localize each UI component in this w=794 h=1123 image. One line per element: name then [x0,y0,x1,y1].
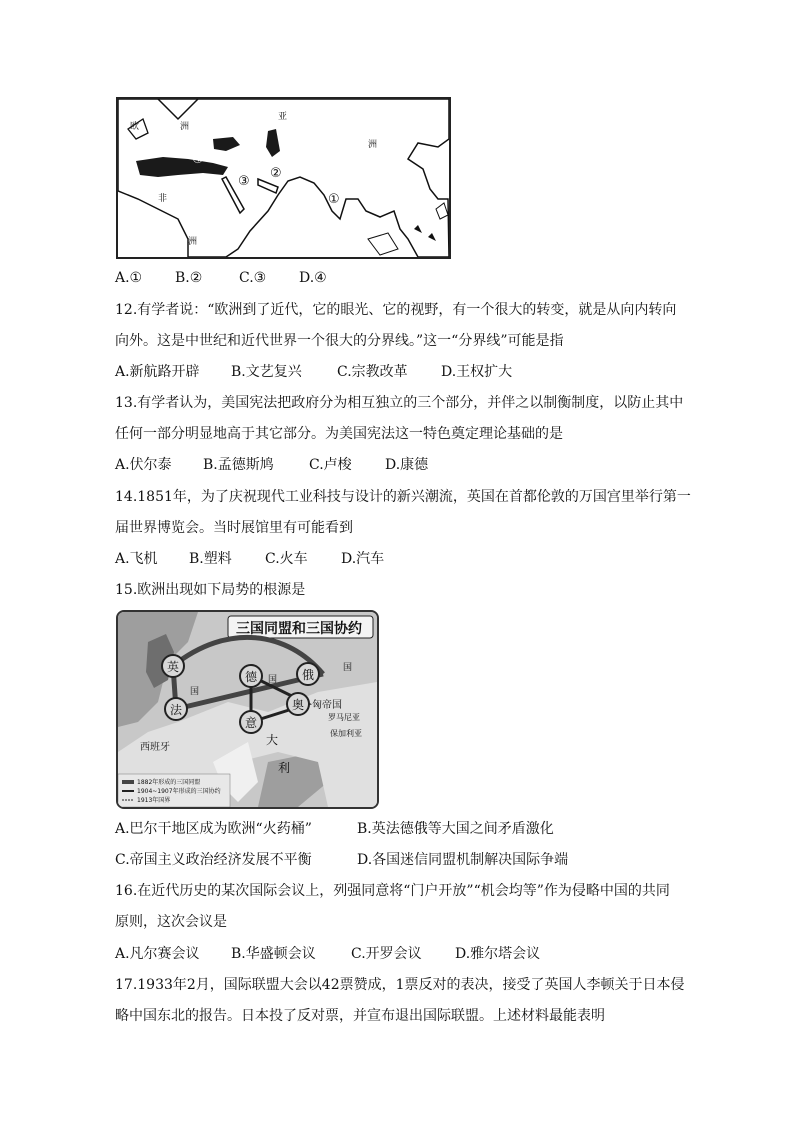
map2-romania-label: 罗马尼亚 [328,713,360,722]
map-label-europe-2: 洲 [180,122,190,132]
q11-options [115,268,327,288]
svg-text:法: 法 [170,703,183,717]
q11-option-b[interactable]: B.② [175,270,203,286]
svg-text:意: 意 [245,716,258,730]
map2-guo-3: 国 [343,663,353,673]
q15-option-d[interactable]: D.各国迷信同盟机制解决国际争端 [357,852,569,868]
q16-option-c[interactable]: C.开罗会议 [351,946,422,962]
svg-text:英: 英 [167,660,180,674]
q17-stem-line1: 17.1933年2月，国际联盟大会以42票赞成，1票反对的表决，接受了英国人李顿关于日本侵 [115,977,685,993]
q11-option-d[interactable]: D.④ [299,270,327,286]
map2-germany [240,665,262,687]
q11-option-c[interactable]: C.③ [239,270,267,286]
map2-bulgaria-label: 保加利亚 [330,729,362,738]
map2-uk [162,655,184,677]
map2-france [165,698,187,720]
q15-options-row1 [115,819,554,839]
q12-options [115,362,512,382]
map-marker-3: ③ [238,174,250,189]
q12-stem-line1: 12.有学者说：“欧洲到了近代，它的眼光、它的视野，有一个很大的转变，就是从向内转向 [115,302,677,318]
q12-option-c[interactable]: C.宗教改革 [337,364,408,380]
q16-option-d[interactable]: D.雅尔塔会议 [455,946,541,962]
map-label-europe: 欧 [130,122,140,132]
map-label-africa: 非 [158,194,168,204]
q16-stem-line2: 原则，这次会议是 [115,914,227,930]
map-marker-4: ④ [192,152,204,167]
map2-legend-3: 1913年国界 [137,797,171,804]
map2-spain-label: 西班牙 [140,742,170,753]
svg-text:德: 德 [245,670,258,684]
map2-italy [240,711,262,733]
q14-option-d[interactable]: D.汽车 [341,551,385,567]
q12-option-a[interactable]: A.新航路开辟 [115,364,200,380]
q15-option-b[interactable]: B.英法德俄等大国之间矛盾激化 [357,821,554,837]
q17-stem-line2: 略中国东北的报告。日本投了反对票，并宣布退出国际联盟。上述材料最能表明 [115,1008,605,1024]
map-alliances-drawing [118,612,377,807]
map2-guo-1: 国 [190,687,200,697]
q16-option-a[interactable]: A.凡尔赛会议 [115,946,200,962]
q15-stem: 15.欧洲出现如下局势的根源是 [115,582,306,598]
map-eurasia-africa [116,97,451,259]
map-marker-2: ② [270,166,282,181]
q14-stem-line2: 届世界博览会。当时展馆里有可能看到 [115,520,353,536]
q16-option-b[interactable]: B.华盛顿会议 [231,946,316,962]
q13-option-c[interactable]: C.卢梭 [309,457,352,473]
q15-option-a[interactable]: A.巴尔干地区成为欧洲“火药桶” [115,821,312,837]
map-label-asia-2: 洲 [368,140,378,150]
q13-option-b[interactable]: B.孟德斯鸠 [203,457,274,473]
q12-option-d[interactable]: D.王权扩大 [441,364,513,380]
q11-option-a[interactable]: A.① [115,270,143,286]
q16-stem-line1: 16.在近代历史的某次国际会议上，列强同意将“门户开放”“机会均等”作为侵略中国的共同 [115,883,670,899]
q14-option-c[interactable]: C.火车 [265,551,308,567]
map2-legend-2: 1904~1907年形成的三国协约 [137,788,221,795]
svg-text:奥: 奥 [292,698,305,712]
q14-options [115,549,384,569]
q13-stem-line2: 任何一部分明显地高于其它部分。为美国宪法这一特色奠定理论基础的是 [115,426,563,442]
map2-italy-li: 利 [278,761,291,775]
q15-option-c[interactable]: C.帝国主义政治经济发展不平衡 [115,852,312,868]
map-alliances [116,610,379,809]
map-label-africa-2: 洲 [188,237,198,247]
q14-option-b[interactable]: B.塑料 [189,551,232,567]
map2-russia [297,663,319,685]
q15-options-row2 [115,850,568,870]
q13-stem-line1: 13.有学者认为，美国宪法把政府分为相互独立的三个部分，并伴之以制衡制度，以防止其中 [115,395,684,411]
q13-option-a[interactable]: A.伏尔泰 [115,457,172,473]
map-marker-1: ① [328,192,340,207]
map2-austria [287,693,309,715]
map2-title: 三国同盟和三国协约 [236,621,362,637]
q14-option-a[interactable]: A.飞机 [115,551,158,567]
svg-text:俄: 俄 [302,668,315,682]
q16-options [115,944,540,964]
map2-guo-2: 国 [268,675,278,685]
map-eurasia-africa-drawing [118,99,449,257]
map-label-asia: 亚 [278,112,288,122]
q12-option-b[interactable]: B.文艺复兴 [231,364,302,380]
map2-legend-1: 1882年形成的三国同盟 [137,779,201,786]
map2-austria-hungary-label: 匈帝国 [312,700,342,711]
map2-italy-da: 大 [266,733,279,747]
q12-stem-line2: 向外。这是中世纪和近代世界一个很大的分界线。”这一“分界线”可能是指 [115,333,564,349]
q14-stem-line1: 14.1851年，为了庆祝现代工业科技与设计的新兴潮流，英国在首都伦敦的万国宫里举行第一 [115,489,691,505]
q13-options [115,455,428,475]
q13-option-d[interactable]: D.康德 [385,457,429,473]
